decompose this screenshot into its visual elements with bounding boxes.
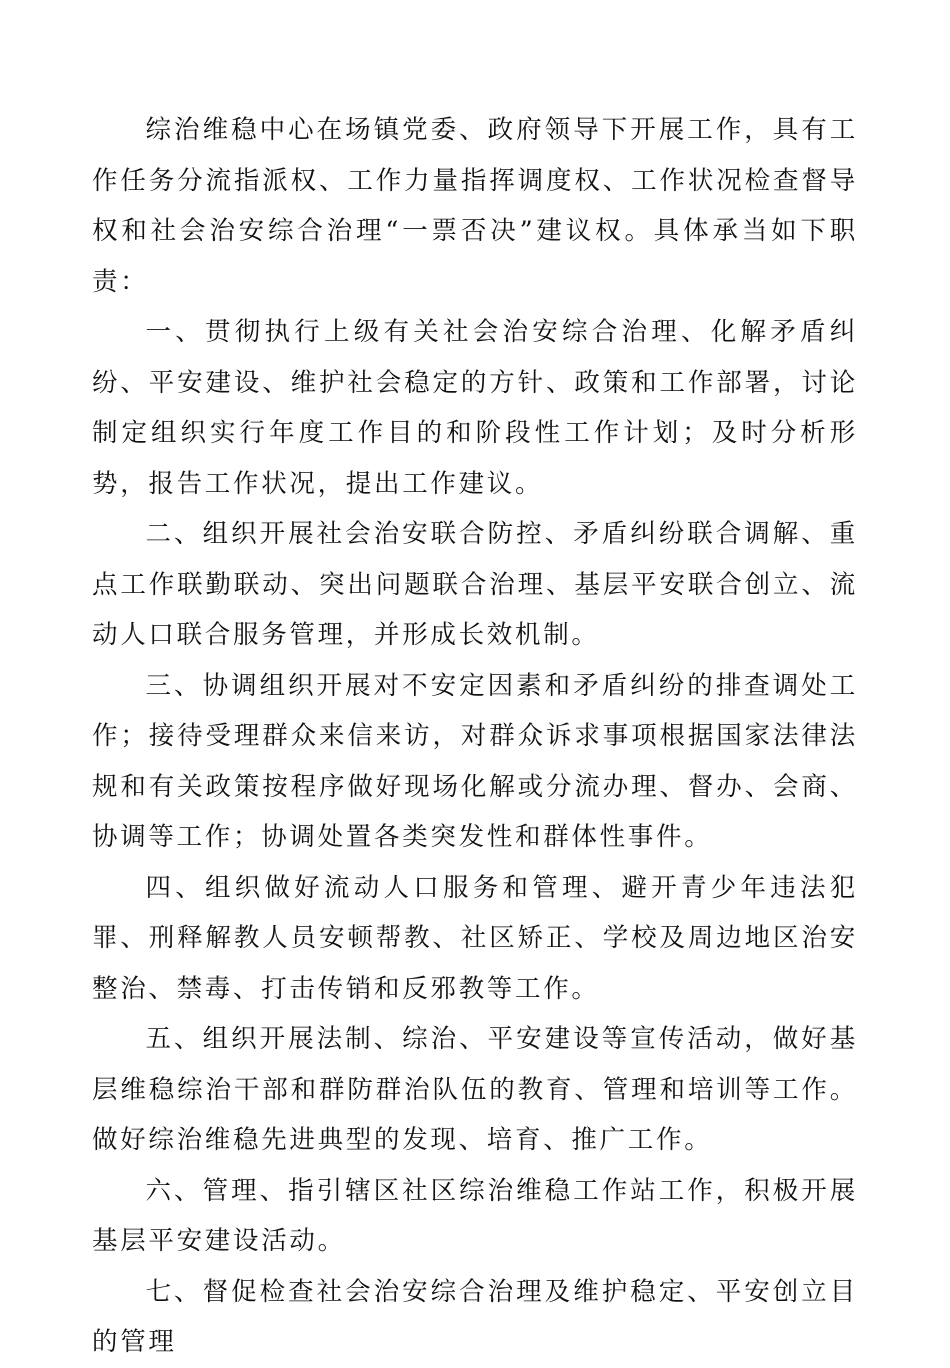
duty-item-2: 二、组织开展社会治安联合防控、矛盾纠纷联合调解、重点工作联勤联动、突出问题联合治理、基层平安联合创立、流动人口联合服务管理，并形成长效机制。 [92, 519, 858, 650]
duty-item-3: 三、协调组织开展对不安定因素和矛盾纠纷的排查调处工作；接待受理群众来信来访，对群众诉求事项根据国家法律法规和有关政策按程序做好现场化解或分流办理、督办、会商、协调等工作；协调处置各类突发性和群体性事件。 [92, 670, 858, 852]
duty-item-6: 六、管理、指引辖区社区综治维稳工作站工作，积极开展基层平安建设活动。 [92, 1175, 858, 1256]
document-body [92, 105, 858, 1368]
intro-paragraph: 综治维稳中心在场镇党委、政府领导下开展工作，具有工作任务分流指派权、工作力量指挥调度权、工作状况检查督导权和社会治安综合治理“一票否决”建议权。具体承当如下职责： [92, 115, 858, 297]
duty-item-5: 五、组织开展法制、综治、平安建设等宣传活动，做好基层维稳综治干部和群防群治队伍的教育、管理和培训等工作。做好综治维稳先进典型的发现、培育、推广工作。 [92, 1024, 858, 1155]
duty-item-1: 一、贯彻执行上级有关社会治安综合治理、化解矛盾纠纷、平安建设、维护社会稳定的方针、政策和工作部署，讨论制定组织实行年度工作目的和阶段性工作计划；及时分析形势，报告工作状况，提出工作建议。 [92, 317, 858, 499]
duty-item-7: 七、督促检查社会治安综合治理及维护稳定、平安创立目的管理 [92, 1276, 858, 1357]
duty-item-4: 四、组织做好流动人口服务和管理、避开青少年违法犯罪、刑释解教人员安顿帮教、社区矫正、学校及周边地区治安整治、禁毒、打击传销和反邪教等工作。 [92, 872, 858, 1004]
